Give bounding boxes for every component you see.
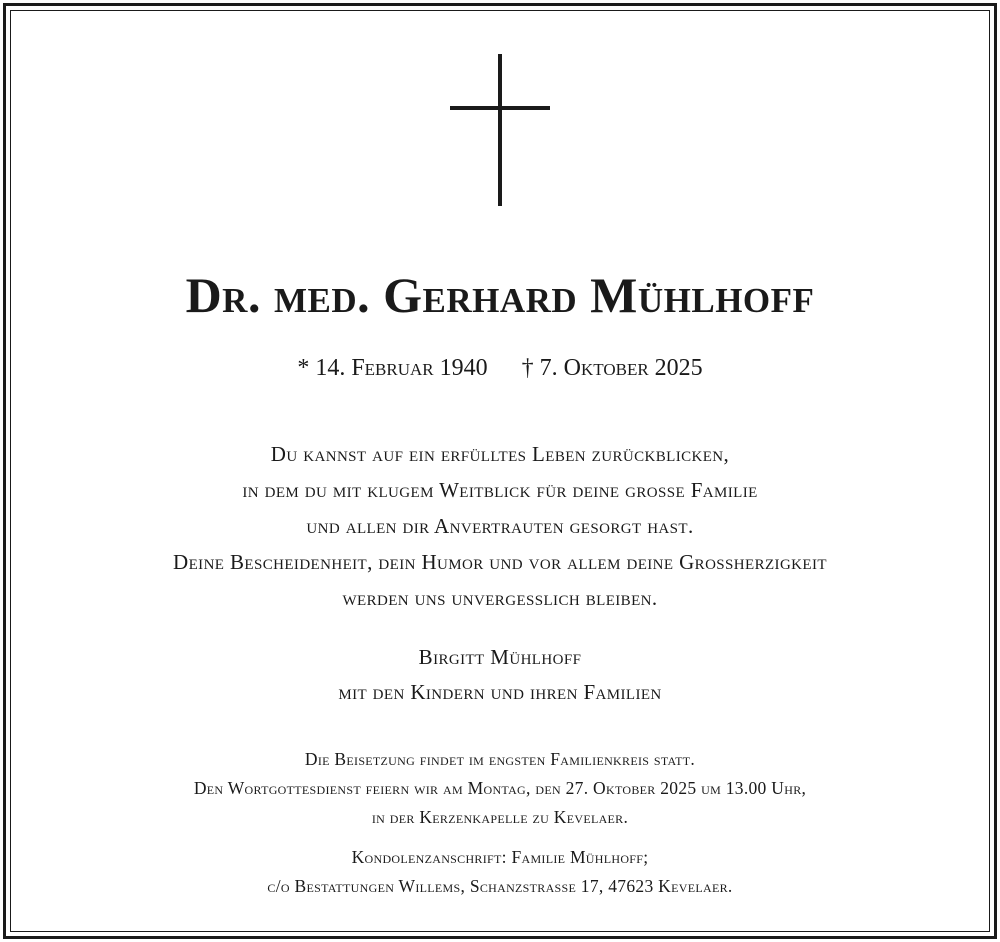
funeral-notice xyxy=(0,745,1000,832)
memorial-text-line: in dem du mit klugem Weitblick für deine grosse Familie xyxy=(242,478,758,502)
memorial-text-line: und allen dir Anvertrauten gesorgt hast. xyxy=(306,514,694,538)
condolence-address-line: c/o Bestattungen Willems, Schanzstrasse 17, 47623 Kevelaer. xyxy=(267,876,733,896)
mourner-name: Birgitt Mühlhoff xyxy=(418,645,582,669)
death-date: † 7. Oktober 2025 xyxy=(521,355,703,381)
deceased-name: Dr. med. Gerhard Mühlhoff xyxy=(185,267,815,323)
memorial-text-line: Du kannst auf ein erfülltes Leben zurückblicken, xyxy=(270,442,730,466)
mourners xyxy=(0,640,1000,710)
memorial-text xyxy=(0,436,1000,616)
funeral-notice-line: Den Wortgottesdienst feiern wir am Montag, den 27. Oktober 2025 um 13.00 Uhr, xyxy=(193,778,807,798)
birth-date: * 14. Februar 1940 xyxy=(297,355,488,381)
latin-cross-icon xyxy=(450,54,550,206)
cross-vertical-bar xyxy=(498,54,502,206)
memorial-text-line: Deine Bescheidenheit, dein Humor und vor allem deine Grossherzigkeit xyxy=(173,550,827,574)
funeral-notice-line: Die Beisetzung findet im engsten Familienkreis statt. xyxy=(304,749,696,769)
life-dates xyxy=(0,350,1000,386)
memorial-text-line: werden uns unvergesslich bleiben. xyxy=(342,586,658,610)
condolence-address xyxy=(0,843,1000,901)
mourner-family: mit den Kindern und ihren Familien xyxy=(338,680,662,704)
funeral-notice-line: in der Kerzenkapelle zu Kevelaer. xyxy=(371,807,629,827)
cross-horizontal-bar xyxy=(450,106,550,110)
condolence-address-line: Kondolenzanschrift: Familie Mühlhoff; xyxy=(351,847,649,867)
